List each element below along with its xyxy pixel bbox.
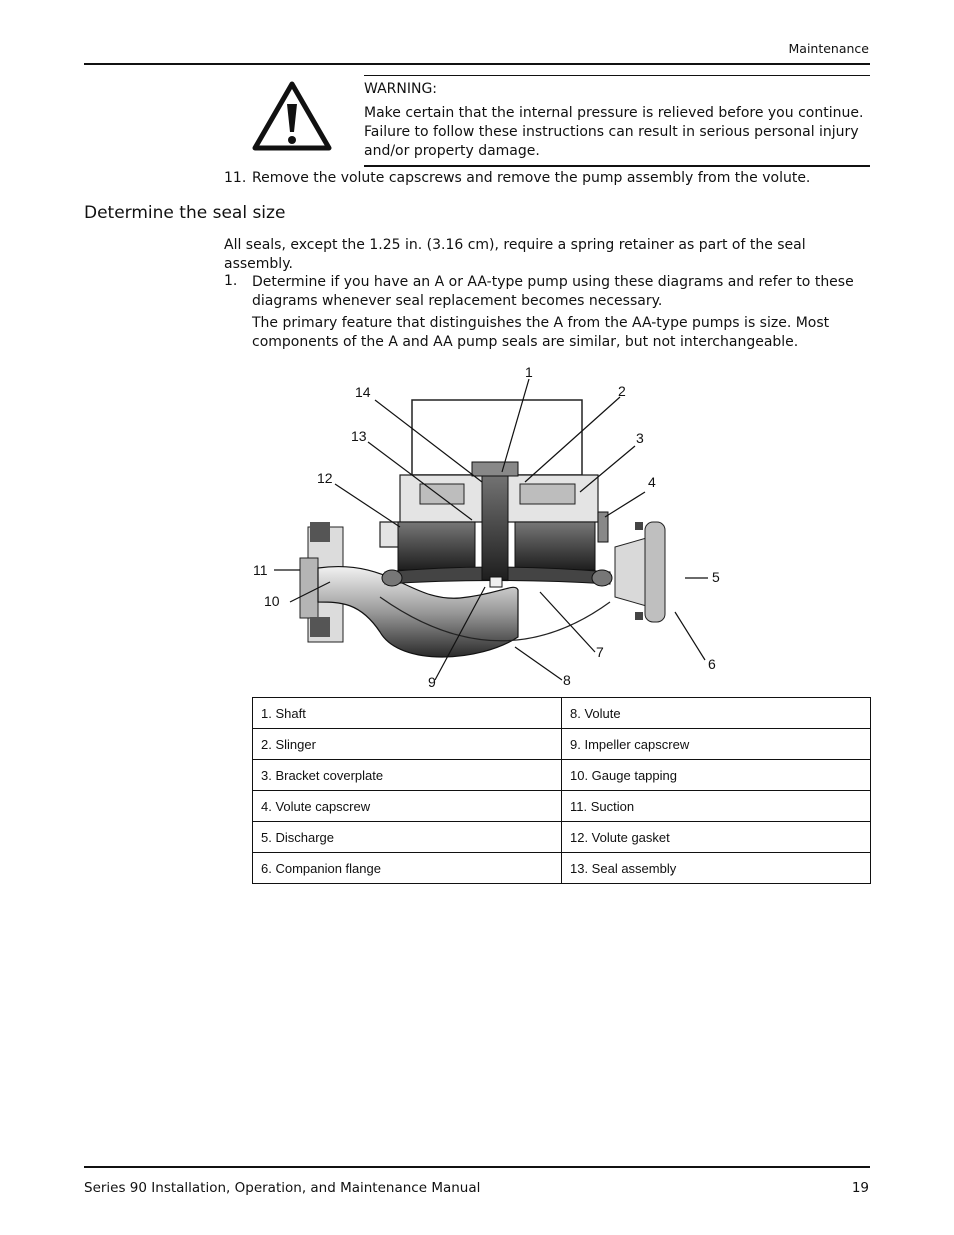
section-heading: Determine the seal size (84, 203, 286, 223)
callout-4: 4 (648, 474, 656, 490)
warning-rule-bottom (364, 165, 870, 167)
warning-text: Make certain that the internal pressure is relieved before you continue. Failure to follow these instructions can result in serious personal injury and/or property damage. (364, 105, 864, 159)
callout-7: 7 (596, 644, 604, 660)
page-number: 19 (851, 1180, 869, 1196)
table-row (253, 822, 871, 853)
warning-triangle-icon (252, 80, 332, 152)
table-cell: 5. Discharge (253, 822, 562, 853)
callout-8: 8 (563, 672, 571, 688)
header-rule (84, 63, 870, 65)
table-cell: 3. Bracket coverplate (253, 760, 562, 791)
pump-cross-section-diagram (250, 362, 730, 690)
table-cell: 9. Impeller capscrew (562, 729, 871, 760)
table-cell: 11. Suction (562, 791, 871, 822)
parts-table (252, 697, 871, 884)
table-cell: 2. Slinger (253, 729, 562, 760)
table-row (253, 698, 871, 729)
table-cell: 6. Companion flange (253, 853, 562, 884)
step-11-number: 11. (224, 170, 247, 186)
intro-paragraph: All seals, except the 1.25 in. (3.16 cm), require a spring retainer as part of the seal assembly. (224, 237, 806, 272)
step-1-text: Determine if you have an A or AA-type pump using these diagrams and refer to these diagrams whenever seal replacement becomes necessary. (252, 274, 854, 309)
table-cell: 10. Gauge tapping (562, 760, 871, 791)
callout-2: 2 (618, 383, 626, 399)
running-header: Maintenance (788, 41, 869, 56)
table-cell: 4. Volute capscrew (253, 791, 562, 822)
callout-6: 6 (708, 656, 716, 672)
table-cell: 12. Volute gasket (562, 822, 871, 853)
table-cell: 1. Shaft (253, 698, 562, 729)
callout-14: 14 (355, 384, 371, 400)
footer-title: Series 90 Installation, Operation, and Maintenance Manual (84, 1180, 481, 1196)
callout-12: 12 (317, 470, 333, 486)
warning-title: WARNING: (364, 81, 438, 97)
callout-3: 3 (636, 430, 644, 446)
warning-rule-top (364, 75, 870, 76)
callout-9: 9 (428, 674, 436, 690)
table-row (253, 791, 871, 822)
callout-1: 1 (525, 364, 533, 380)
table-row (253, 760, 871, 791)
table-cell: 8. Volute (562, 698, 871, 729)
step-11-text: Remove the volute capscrews and remove the pump assembly from the volute. (252, 170, 811, 186)
callout-5: 5 (712, 569, 720, 585)
step-1-note: The primary feature that distinguishes the A from the AA-type pumps is size. Most components of the A and AA pump seals are similar, but not interchangeable. (252, 315, 830, 350)
step-1-number: 1. (224, 273, 238, 289)
table-cell: 13. Seal assembly (562, 853, 871, 884)
callout-11: 11 (253, 562, 268, 578)
callout-13: 13 (351, 428, 367, 444)
table-row (253, 853, 871, 884)
table-row (253, 729, 871, 760)
footer-rule (84, 1166, 870, 1168)
callout-10: 10 (264, 593, 280, 609)
